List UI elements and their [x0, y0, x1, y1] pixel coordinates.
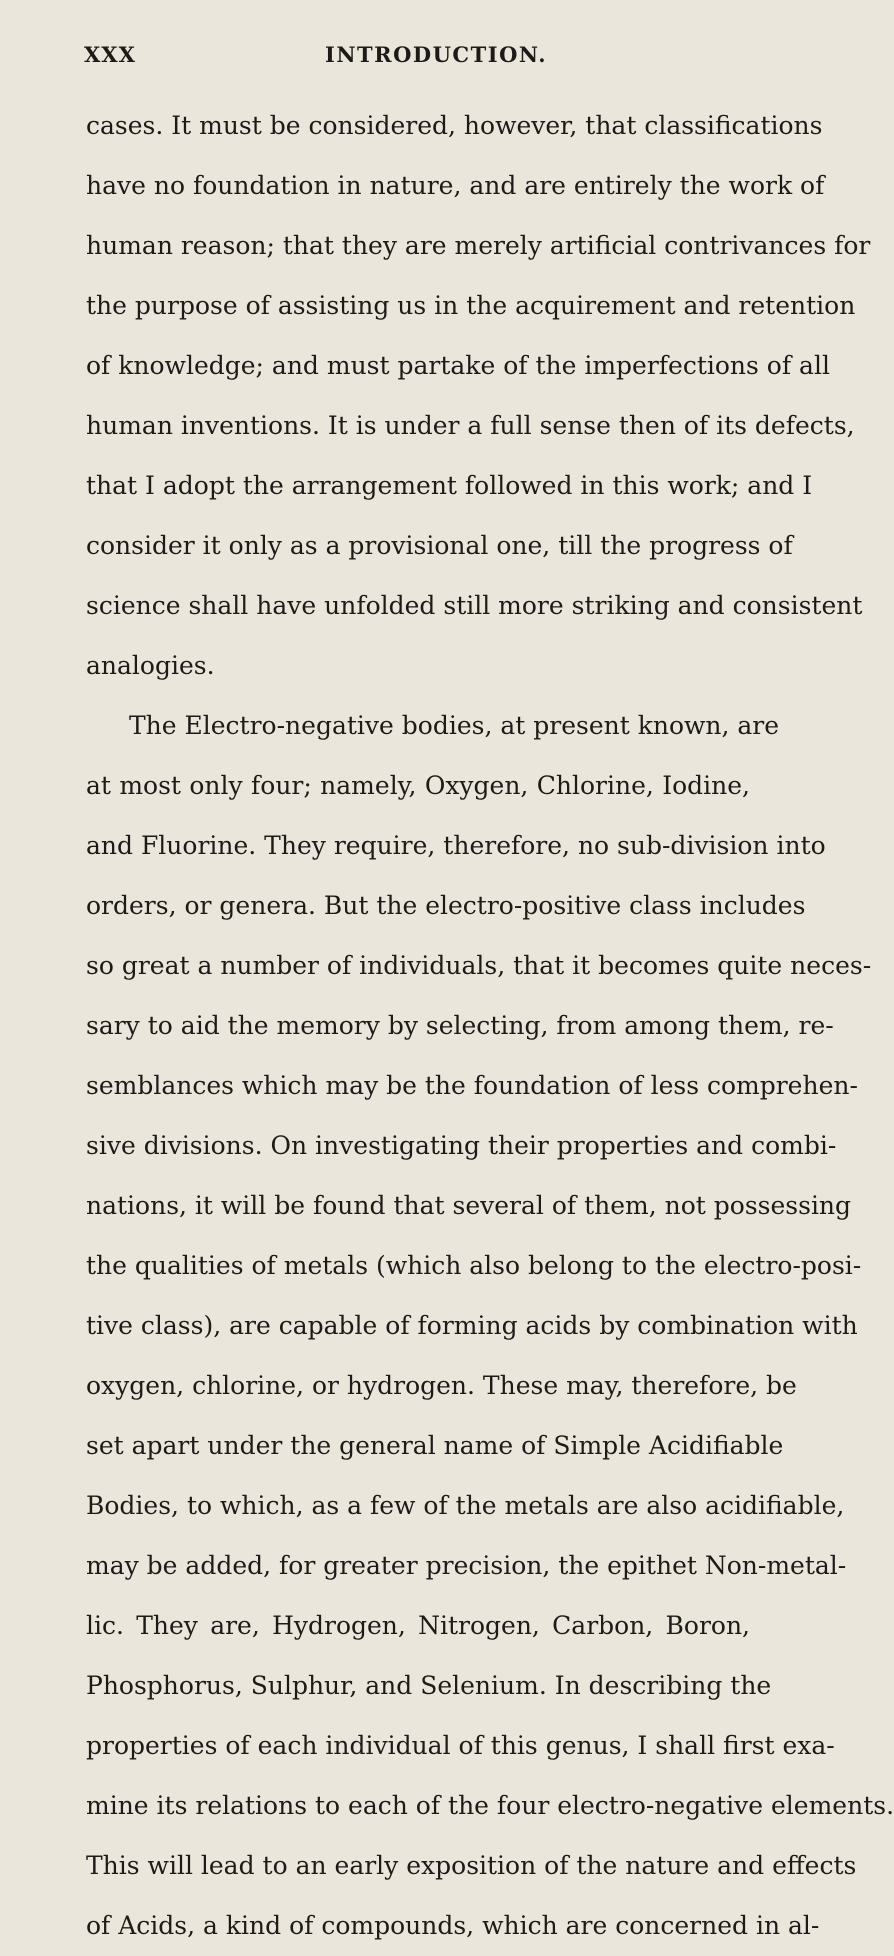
text-line: that I adopt the arrangement followed in this work; and I: [86, 471, 813, 500]
text-line: mine its relations to each of the four electro-negative elements.: [86, 1791, 894, 1820]
text-line: human reason; that they are merely artificial contrivances for: [86, 231, 871, 260]
text-line: so great a number of individuals, that it becomes quite neces-: [86, 951, 872, 980]
text-line: sive divisions. On investigating their properties and combi-: [86, 1131, 837, 1160]
text-line: The Electro-negative bodies, at present known, are: [129, 711, 780, 740]
text-line: science shall have unfolded still more striking and consistent: [86, 591, 863, 620]
body-text: [86, 96, 894, 1956]
text-line: tive class), are capable of forming acids by combination with: [86, 1311, 858, 1340]
text-line: This will lead to an early exposition of the nature and effects: [86, 1851, 857, 1880]
text-line: lic. They are, Hydrogen, Nitrogen, Carbon, Boron,: [86, 1611, 750, 1640]
text-line: consider it only as a provisional one, till the progress of: [86, 531, 793, 560]
text-line: Bodies, to which, as a few of the metals are also acidifiable,: [86, 1491, 845, 1520]
text-line: have no foundation in nature, and are entirely the work of: [86, 171, 825, 200]
text-line: of knowledge; and must partake of the imperfections of all: [86, 351, 830, 380]
text-line: sary to aid the memory by selecting, from among them, re-: [86, 1011, 834, 1040]
text-line: the qualities of metals (which also belong to the electro-posi-: [86, 1251, 862, 1280]
text-line: properties of each individual of this genus, I shall first exa-: [86, 1731, 835, 1760]
text-line: Phosphorus, Sulphur, and Selenium. In describing the: [86, 1671, 772, 1700]
text-line: semblances which may be the foundation of less comprehen-: [86, 1071, 858, 1100]
text-line: analogies.: [86, 651, 215, 680]
page-number: XXX: [84, 42, 136, 67]
text-line: oxygen, chlorine, or hydrogen. These may, therefore, be: [86, 1371, 797, 1400]
text-line: of Acids, a kind of compounds, which are concerned in al-: [86, 1911, 820, 1940]
text-line: nations, it will be found that several of them, not possessing: [86, 1191, 852, 1220]
text-line: orders, or genera. But the electro-positive class includes: [86, 891, 806, 920]
running-title: INTRODUCTION.: [325, 42, 548, 67]
text-line: human inventions. It is under a full sense then of its defects,: [86, 411, 855, 440]
text-line: and Fluorine. They require, therefore, no sub-division into: [86, 831, 826, 860]
text-line: the purpose of assisting us in the acquirement and retention: [86, 291, 856, 320]
text-line: may be added, for greater precision, the epithet Non-metal-: [86, 1551, 847, 1580]
text-line: cases. It must be considered, however, that classifications: [86, 111, 823, 140]
text-line: at most only four; namely, Oxygen, Chlorine, Iodine,: [86, 771, 750, 800]
text-line: set apart under the general name of Simple Acidifiable: [86, 1431, 784, 1460]
